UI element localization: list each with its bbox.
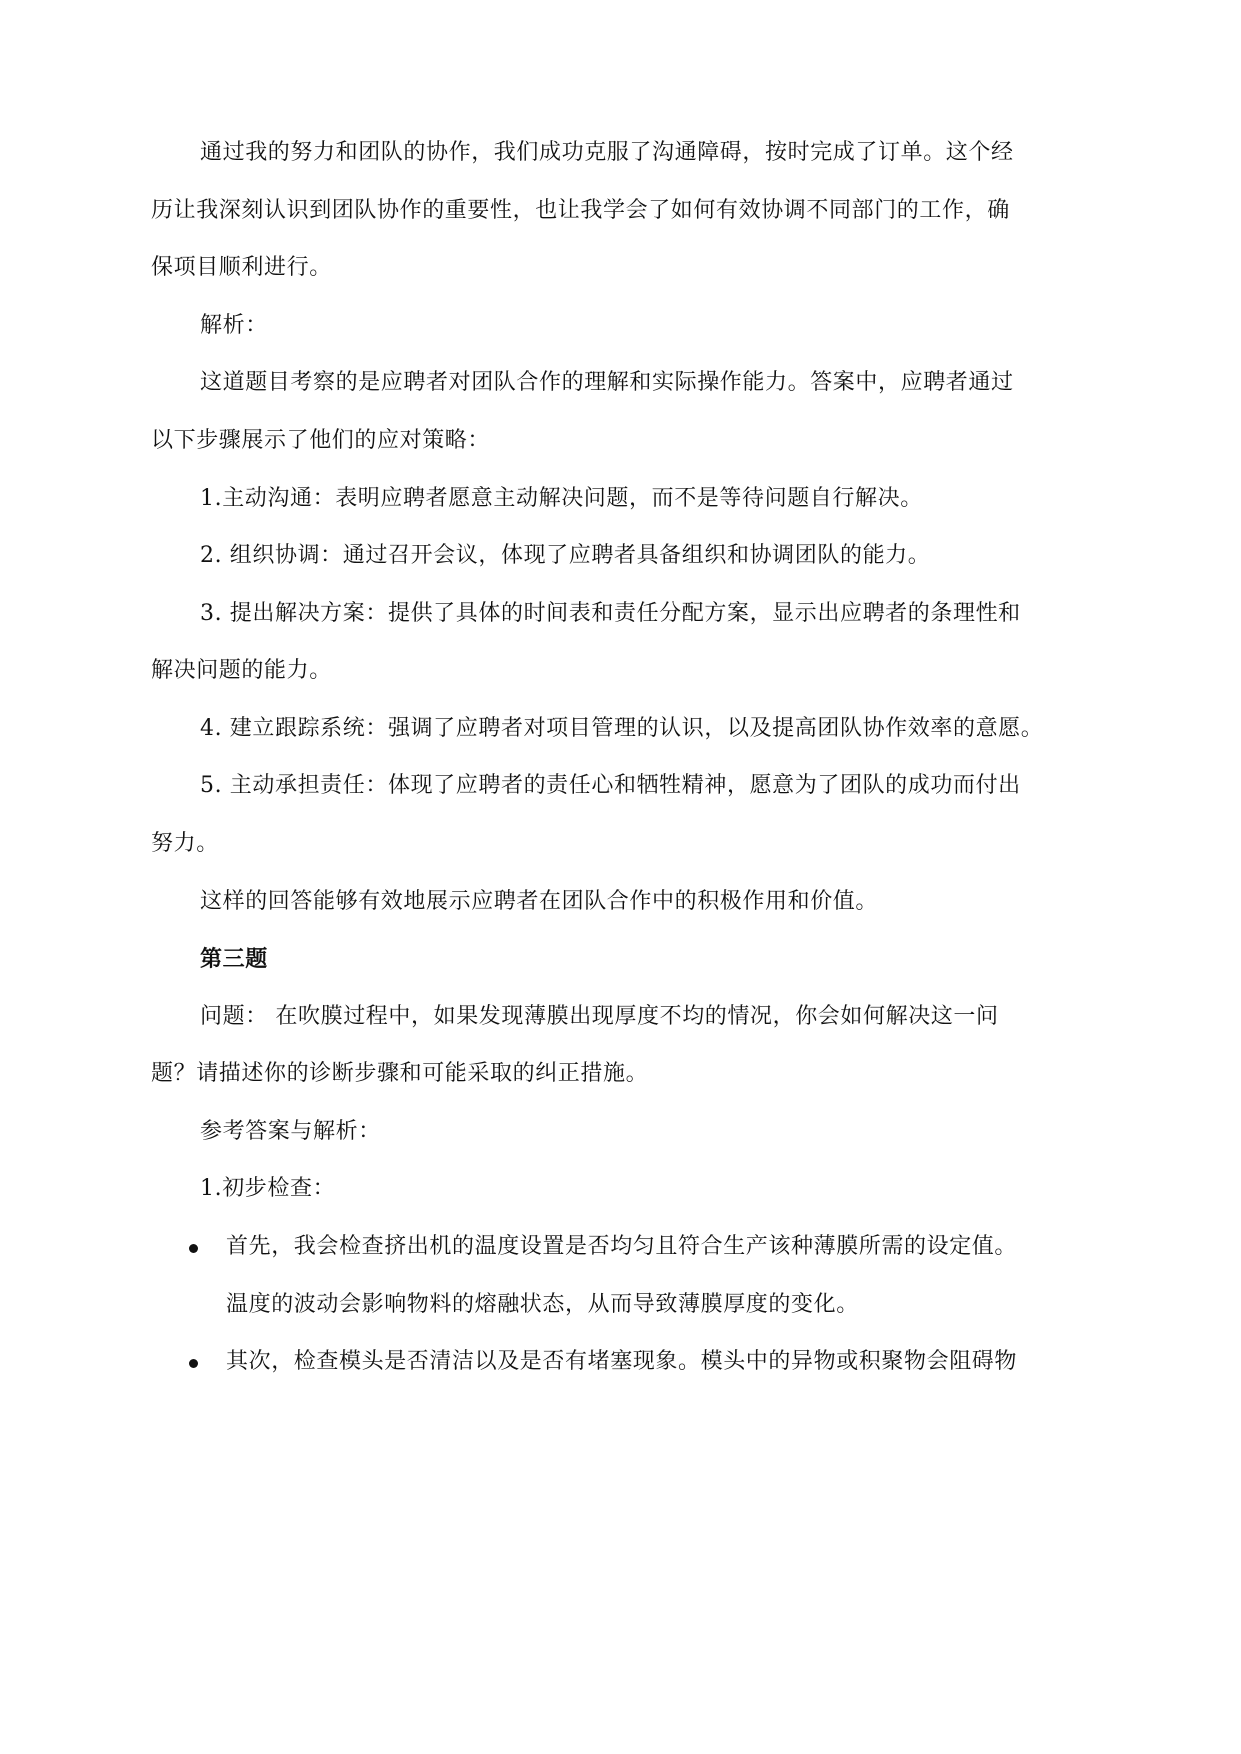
paragraph-line: 温度的波动会影响物料的熔融状态，从而导致薄膜厚度的变化。 xyxy=(226,1292,859,1317)
bullet-icon xyxy=(189,1359,198,1368)
paragraph-conclusion: 这样的回答能够有效地展示应聘者在团队合作中的积极作用和价值。 xyxy=(200,889,879,914)
step-heading: 1.初步检查： xyxy=(200,1176,336,1201)
paragraph-line: 努力。 xyxy=(151,831,219,856)
paragraph-line: 解决问题的能力。 xyxy=(151,658,332,683)
section-heading: 第三题 xyxy=(200,946,268,972)
paragraph-line: 题？请描述你的诊断步骤和可能采取的纠正措施。 xyxy=(151,1061,649,1086)
bullet-icon xyxy=(189,1244,198,1253)
answer-heading: 参考答案与解析： xyxy=(200,1119,381,1144)
paragraph-line: 首先，我会检查挤出机的温度设置是否均匀且符合生产该种薄膜所需的设定值。 xyxy=(226,1234,1018,1259)
paragraph-line: 保项目顺利进行。 xyxy=(151,255,332,280)
analysis-heading: 解析： xyxy=(200,313,268,338)
paragraph-line: 问题： 在吹膜过程中，如果发现薄膜出现厚度不均的情况，你会如何解决这一问 xyxy=(200,1004,999,1029)
paragraph-line: 通过我的努力和团队的协作，我们成功克服了沟通障碍，按时完成了订单。这个经 xyxy=(200,140,1014,165)
list-item-1: 1.主动沟通：表明应聘者愿意主动解决问题，而不是等待问题自行解决。 xyxy=(200,486,923,511)
paragraph-line: 这道题目考察的是应聘者对团队合作的理解和实际操作能力。答案中，应聘者通过 xyxy=(200,370,1014,395)
paragraph-line: 以下步骤展示了他们的应对策略： xyxy=(151,428,491,453)
paragraph-line: 5. 主动承担责任：体现了应聘者的责任心和牺牲精神，愿意为了团队的成功而付出 xyxy=(200,773,1021,798)
list-item-4: 4. 建立跟踪系统：强调了应聘者对项目管理的认识，以及提高团队协作效率的意愿。 xyxy=(200,716,1044,741)
paragraph-line: 其次，检查模头是否清洁以及是否有堵塞现象。模头中的异物或积聚物会阻碍物 xyxy=(226,1349,1018,1374)
paragraph-line: 3. 提出解决方案：提供了具体的时间表和责任分配方案，显示出应聘者的条理性和 xyxy=(200,601,1021,626)
paragraph-line: 历让我深刻认识到团队协作的重要性，也让我学会了如何有效协调不同部门的工作，确 xyxy=(151,198,1010,223)
list-item-2: 2. 组织协调：通过召开会议，体现了应聘者具备组织和协调团队的能力。 xyxy=(200,543,931,568)
